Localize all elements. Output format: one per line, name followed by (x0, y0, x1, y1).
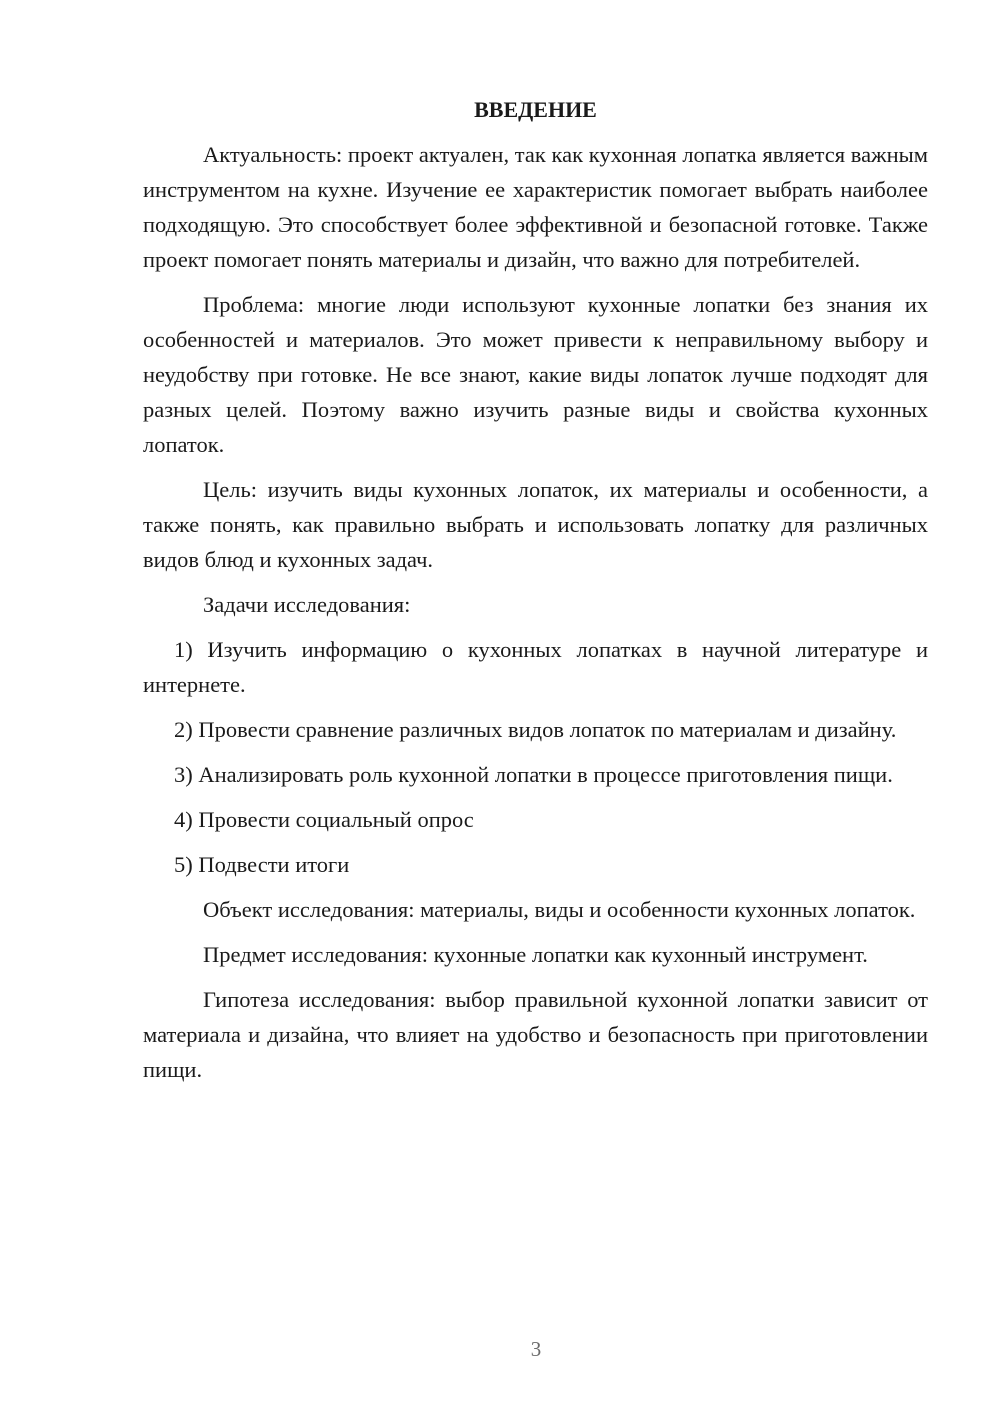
tasks-heading: Задачи исследования: (203, 592, 411, 617)
object-paragraph: Объект исследования: материалы, виды и особенности кухонных лопаток. (203, 897, 916, 922)
problem-paragraph: Проблема: многие люди используют кухонные лопатки без знания их особенностей и материалов. Это может привести к неправильному выбору и неудобству при готовке. Не все знают, какие виды лопаток лучше подходят для разных целей. Поэтому важно изучить разные виды и свойства кухонных лопаток. (143, 292, 928, 457)
task-item-2: 2) Провести сравнение различных видов лопаток по материалам и дизайну. (174, 717, 897, 742)
hypothesis-paragraph: Гипотеза исследования: выбор правильной кухонной лопатки зависит от материала и дизайна, что влияет на удобство и безопасность при приготовлении пищи. (143, 987, 928, 1082)
subject-paragraph: Предмет исследования: кухонные лопатки как кухонный инструмент. (203, 942, 868, 967)
relevance-paragraph: Актуальность: проект актуален, так как кухонная лопатка является важным инструментом на кухне. Изучение ее характеристик помогает выбрать наиболее подходящую. Это способствует более эффективной и безопасной готовке. Также проект помогает понять материалы и дизайн, что важно для потребителей. (143, 142, 928, 272)
page-number: 3 (530, 1337, 542, 1361)
task-item-5: 5) Подвести итоги (174, 852, 350, 877)
task-item-1: 1) Изучить информацию о кухонных лопатках в научной литературе и интернете. (143, 637, 928, 697)
task-item-4: 4) Провести социальный опрос (174, 807, 474, 832)
page-content (143, 92, 928, 1097)
page-title: ВВЕДЕНИЕ (474, 97, 597, 122)
task-item-3: 3) Анализировать роль кухонной лопатки в процессе приготовления пищи. (174, 762, 893, 787)
goal-paragraph: Цель: изучить виды кухонных лопаток, их материалы и особенности, а также понять, как правильно выбрать и использовать лопатку для различных видов блюд и кухонных задач. (143, 477, 928, 572)
